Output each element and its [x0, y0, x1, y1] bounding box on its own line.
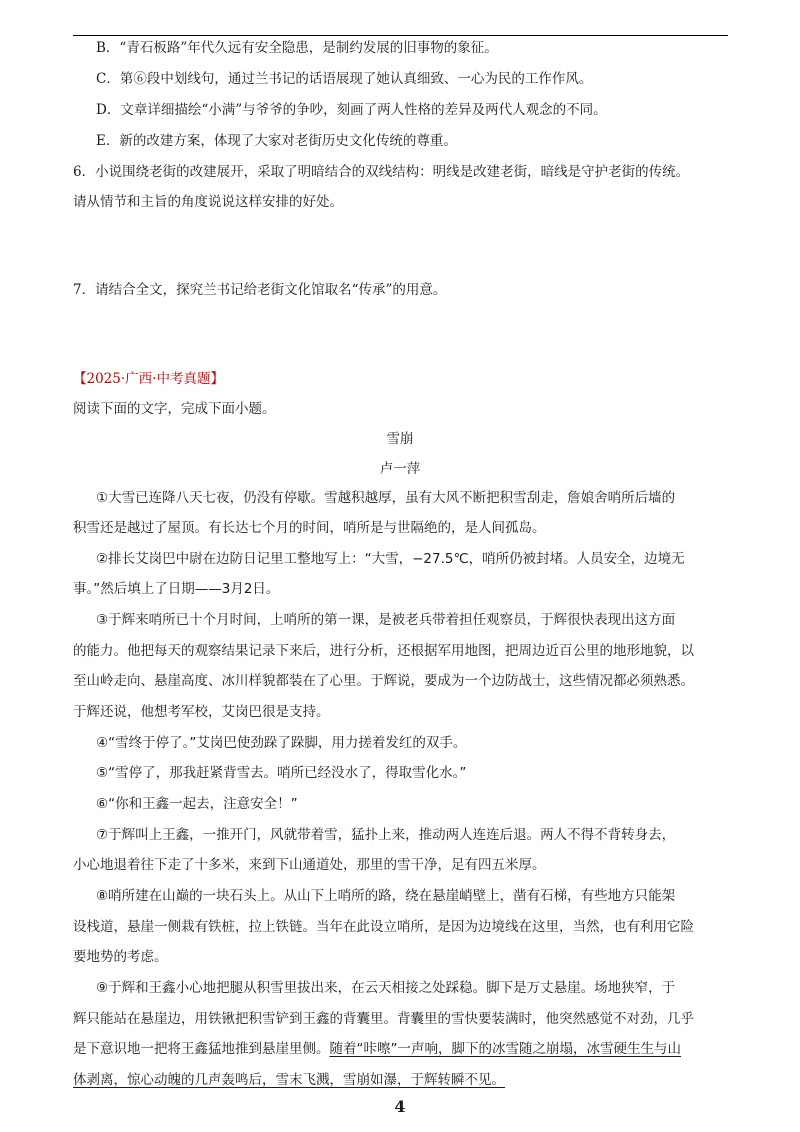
underlined-sentence-part-1: 随着“咔嚓”一声响，脚下的冰雪随之崩塌，冰雪硬生生与山: [329, 1041, 681, 1057]
article-line: 辉只能站在悬崖边，用铁锹把积雪铲到王鑫的背囊里。背囊里的雪快要装满时，他突然感觉不对劲，几乎: [73, 1011, 694, 1027]
question-6-line-1: 6．小说围绕老街的改建展开，采取了明暗结合的双线结构：明线是改建老街，暗线是守护老街的传统。: [73, 164, 690, 180]
article-line: 积雪还是越过了屋顶。有长达七个月的时间，哨所是与世隔绝的，是人间孤岛。: [73, 520, 546, 536]
article-line: 事。”然后填上了日期——3月2日。: [73, 581, 280, 597]
article-line: ⑥“你和王鑫一起去，注意安全！”: [96, 796, 298, 812]
article-line-mixed: [73, 1040, 681, 1058]
article-line: 至山岭走向、悬崖高度、冰川样貌都装在了心里。于辉说，要成为一个边防战士，这些情况都必须熟悉。: [73, 673, 694, 689]
article-line: ①大雪已连降八天七夜，仍没有停歇。雪越积越厚，虽有大风不断把积雪刮走，詹娘舍哨所后墙的: [96, 490, 676, 506]
page-number: 4: [394, 1097, 406, 1116]
option-d: D．文章详细描绘“小满”与爷爷的争吵，刻画了两人性格的差异及两代人观念的不同。: [96, 102, 607, 118]
question-7: 7．请结合全文，探究兰书记给老街文化馆取名“传承”的用意。: [73, 282, 447, 298]
section-tag: 【2025·广西·中考真题】: [73, 371, 224, 387]
article-line: ⑧哨所建在山巅的一块石头上。从山下上哨所的路，绕在悬崖峭壁上，凿有石梯，有些地方只能架: [96, 888, 676, 904]
article-line: ②排长艾岗巴中尉在边防日记里工整地写上：“大雪，−27.5℃，哨所仍被封堵。人员安全，边境无: [96, 551, 685, 567]
underlined-sentence-part-2: 体剥离，惊心动魄的几声轰鸣后，雪末飞溅，雪崩如瀑，于辉转瞬不见。: [73, 1072, 505, 1088]
article-author: 卢一萍: [379, 461, 421, 477]
article-line: ⑤“雪停了，那我赶紧背雪去。哨所已经没水了，得取雪化水。”: [96, 765, 467, 781]
instruction: 阅读下面的文字，完成下面小题。: [73, 401, 276, 417]
top-rule: [73, 35, 728, 36]
article-line: 是下意识地一把将王鑫猛地推到悬崖里侧。: [73, 1041, 330, 1057]
option-e: E．新的改建方案，体现了大家对老街历史文化传统的尊重。: [96, 133, 457, 149]
article-line: ④“雪终于停了。”艾岗巴使劲跺了跺脚，用力搓着发红的双手。: [96, 735, 467, 751]
article-line: ③于辉来哨所已十个月时间，上哨所的第一课，是被老兵带着担任观察员，于辉很快表现出这方面: [96, 612, 676, 628]
article-line: 设栈道，悬崖一侧栽有铁桩，拉上铁链。当年在此设立哨所，是因为边境线在这里，当然，也有利用它险: [73, 919, 694, 935]
article-line: ⑨于辉和王鑫小心地把腿从积雪里拔出来，在云天相接之处踩稳。脚下是万丈悬崖。场地狭窄，于: [96, 980, 676, 996]
option-c: C．第⑥段中划线句，通过兰书记的话语展现了她认真细致、一心为民的工作作风。: [96, 71, 593, 87]
article-line: 小心地退着往下走了十多米，来到下山通道处，那里的雪干净，足有四五米厚。: [73, 857, 546, 873]
article-line: 的能力。他把每天的观察结果记录下来后，进行分析，还根据军用地图，把周边近百公里的地形地貌，以: [73, 643, 694, 659]
article-line: ⑦于辉叫上王鑫，一推开门，风就带着雪，猛扑上来，推动两人连连后退。两人不得不背转身去，: [96, 827, 676, 843]
option-b: B．“青石板路”年代久远有安全隐患，是制约发展的旧事物的象征。: [96, 40, 498, 56]
article-title: 雪崩: [386, 431, 414, 447]
article-line: 要地势的考虑。: [73, 949, 168, 965]
article-line: 于辉还说，他想考军校，艾岗巴很是支持。: [73, 704, 330, 720]
question-6-line-2: 请从情节和主旨的角度说说这样安排的好处。: [73, 194, 343, 210]
